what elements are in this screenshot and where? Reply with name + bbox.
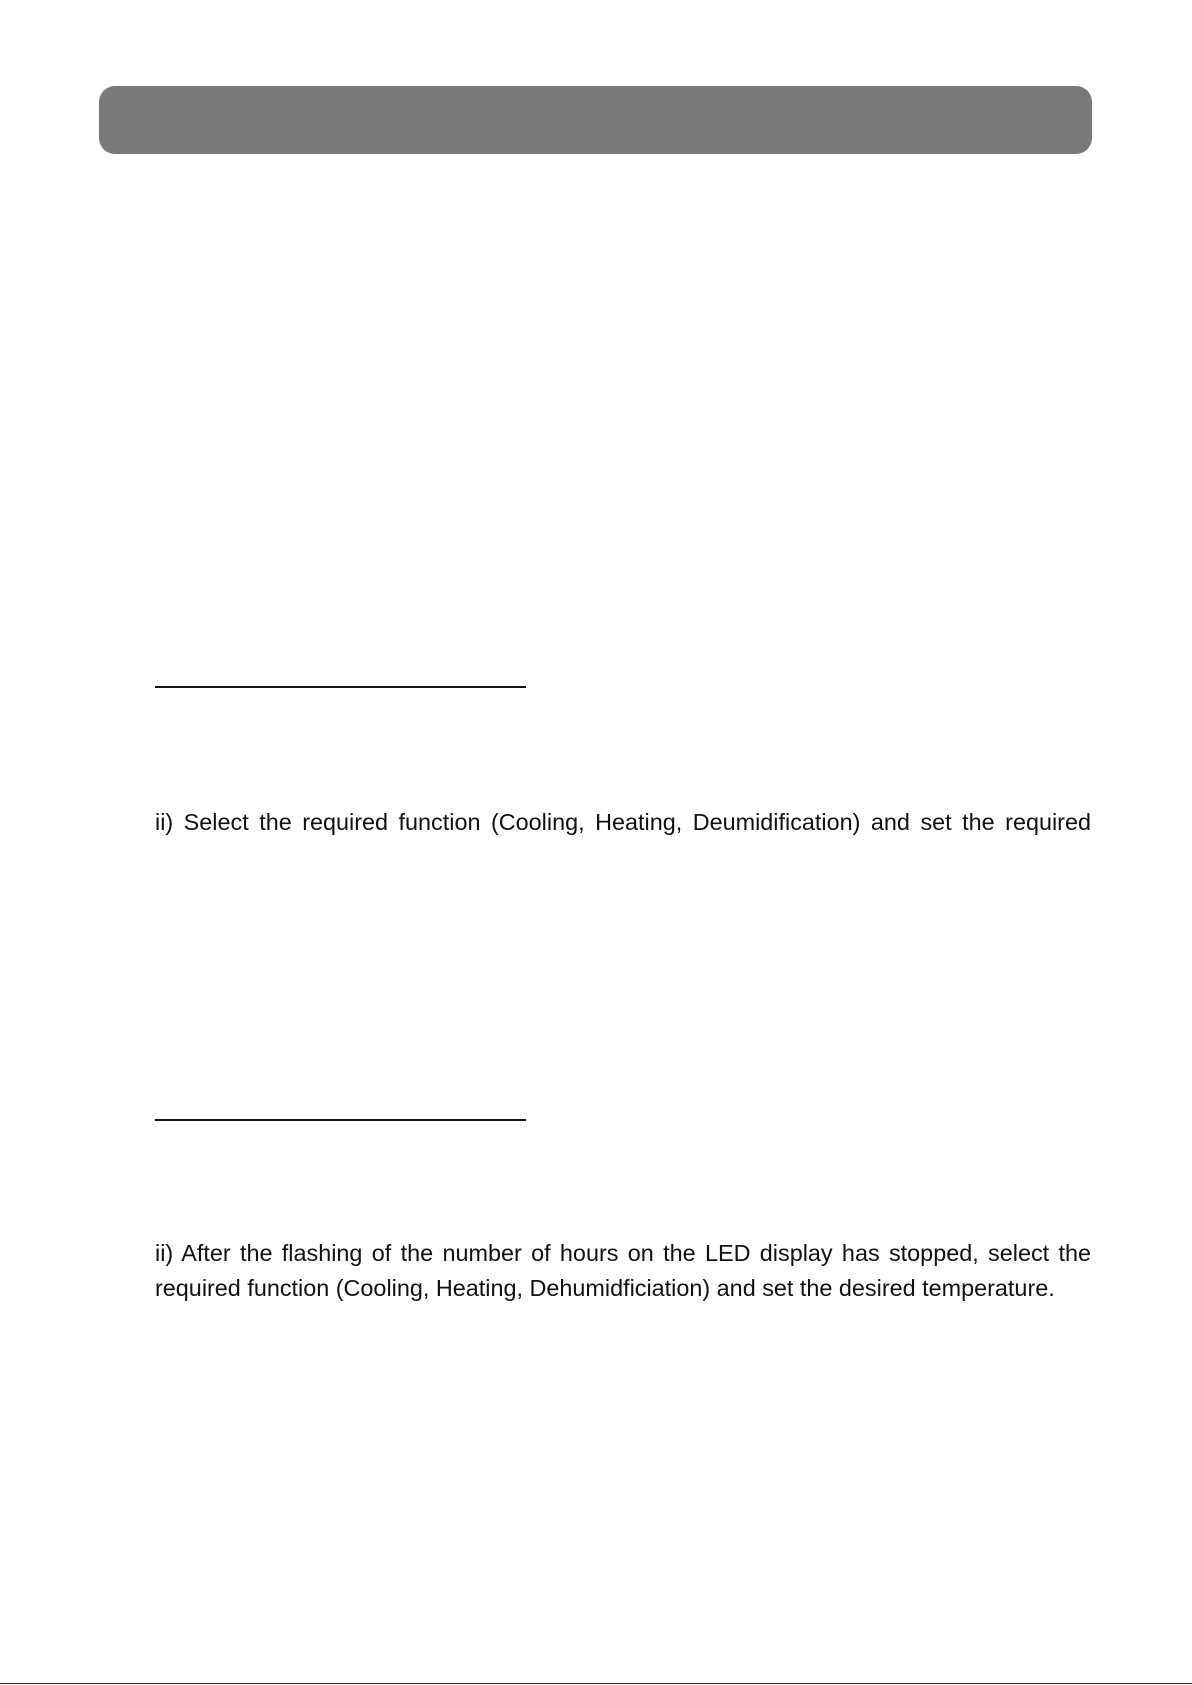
section-header-bar bbox=[99, 86, 1092, 154]
instruction-paragraph-1: ii) Select the required function (Cooling, Heating, Deumidification) and set the required bbox=[155, 809, 1091, 835]
instruction-paragraph-2: ii) After the flashing of the number of hours on the LED display has stopped, select the required function (Cooling, Heating, Dehumidficiation) and set the desired temperature. bbox=[155, 1240, 1091, 1301]
section-divider-2 bbox=[155, 1119, 526, 1121]
section-divider-1 bbox=[155, 686, 526, 688]
page-bottom-edge bbox=[0, 1683, 1192, 1684]
